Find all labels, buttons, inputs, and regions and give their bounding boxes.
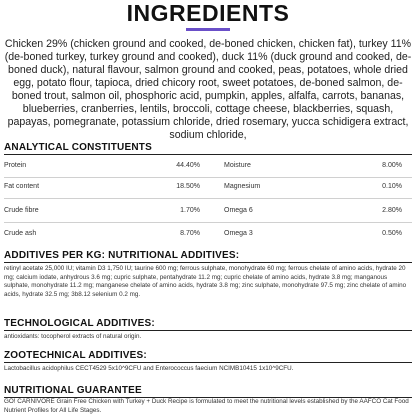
ingredients-list: Chicken 29% (chicken ground and cooked, de-boned chicken, chicken fat), turkey 11% (de-boned turkey, turkey ground and cooked), duck 11% (duck ground and cooked, de-boned duck), natural flavour, salmon ground and cooked, peas, potatoes, whole dried egg, potato flour, tapioca, dried chicory root, sweet potatoes, de-boned salmon, de-boned trout, salmon oil, phosphoric acid, pumpkin, apples, alfalfa, carrots, bananas, blueberries, cranberries, lentils, broccoli, cottage cheese, blackberries, squash, papayas, pomegranate, potassium chloride, dried rosemary, yucca schidigera extract, sodium chloride, [4,38,412,141]
additives-text: retinyl acetate 25,000 IU; vitamin D3 1,750 IU; taurine 600 mg; ferrous sulphate, monohydrate 60 mg; ferrous chelate of amino acids, hydrate 20 mg; calcium iodate, anhydrous 3.6 mg; cupric sulphate, pentahydrate 11.2 mg; cupric chelate of amino acids, hydrate 3.8 mg; manganous sulphate, monohydrate 11.2 mg; manganese chelate of amino acids, hydrate 3.8 mg; zinc sulphate, monohydrate 97.5 mg; zinc chelate of amino acids, hydrate 32.5 mg; 3b8.12 selenium 0.2 mg. [4,265,407,298]
right-label: Magnesium [224,183,261,190]
technological-rule [4,330,412,331]
zootechnical-rule [4,362,412,363]
analytical-heading: ANALYTICAL CONSTITUENTS [4,142,152,153]
page-title: INGREDIENTS [126,0,290,26]
additives-heading: ADDITIVES PER KG: NUTRITIONAL ADDITIVES: [4,250,240,261]
technological-text: antioxidants: tocopherol extracts of natural origin. [4,333,142,340]
left-value: 44.40% [176,162,200,169]
right-label: Moisture [224,162,251,169]
left-label: Protein [4,162,27,169]
analytical-rule [4,154,412,155]
guarantee-heading: NUTRITIONAL GUARANTEE [4,385,142,396]
right-value: 2.80% [382,207,402,214]
right-label: Omega 6 [224,207,253,214]
guarantee-text: GO! CARNIVORE Grain Free Chicken with Turkey + Duck Recipe is formulated to meet the nutritional levels established by the AAFCO Cat Food Nutrient Profiles for All Life Stages. [4,398,409,414]
left-value: 18.50% [176,183,200,190]
row-divider [4,198,412,199]
zootechnical-text: Lactobacillus acidophilus CECT4529 5x10^9CFU and Enterococcus faecium NCIMB10415 1x10^9CFU. [4,365,294,372]
left-label: Fat content [4,183,40,190]
title-accent-bar [186,28,230,31]
left-value: 8.70% [180,230,200,237]
right-value: 8.00% [382,162,402,169]
additives-rule [4,262,412,263]
right-value: 0.50% [382,230,402,237]
zootechnical-heading: ZOOTECHNICAL ADDITIVES: [4,350,147,361]
right-value: 0.10% [382,183,402,190]
left-label: Crude ash [4,230,37,237]
row-divider [4,222,412,223]
technological-heading: TECHNOLOGICAL ADDITIVES: [4,318,155,329]
left-label: Crude fibre [4,207,39,214]
row-divider [4,177,412,178]
left-value: 1.70% [180,207,200,214]
right-label: Omega 3 [224,230,253,237]
